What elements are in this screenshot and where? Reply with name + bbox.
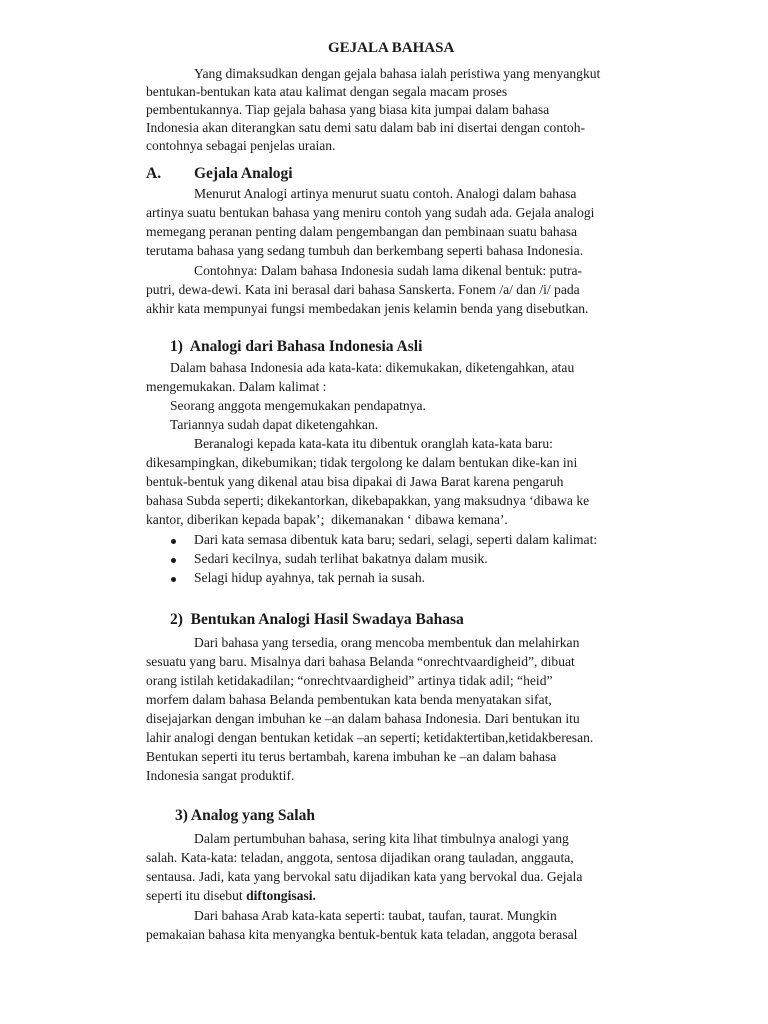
subsection-3-heading: 3) Analog yang Salah <box>175 807 315 824</box>
text-line: contohnya sebagai penjelas uraian. <box>146 138 336 153</box>
text-line: pembentukannya. Tiap gejala bahasa yang biasa kita jumpai dalam bahasa <box>146 102 550 117</box>
text-line: akhir kata mempunyai fungsi membedakan jenis kelamin benda yang disebutkan. <box>146 301 589 316</box>
text-line: Indonesia akan diterangkan satu demi satu dalam bab ini disertai dengan contoh- <box>146 120 586 135</box>
text-line: Dari bahasa yang tersedia, orang mencoba membentuk dan melahirkan <box>194 635 580 650</box>
text-line: Tariannya sudah dapat diketengahkan. <box>170 417 379 432</box>
subsection-1-heading: 1) Analogi dari Bahasa Indonesia Asli <box>170 338 423 355</box>
text-line: Bentukan seperti itu terus bertambah, karena imbuhan ke –an dalam bahasa <box>146 749 557 764</box>
section-a-heading: Gejala Analogi <box>194 165 293 182</box>
text-line: orang istilah ketidakadilan; “onrechtvaardigheid” artinya tidak adil; “heid” <box>146 673 553 688</box>
text-line: lahir analogi dengan bentukan ketidak –an seperti; ketidaktertiban,ketidakberesan. <box>146 730 594 745</box>
text-line: morfem dalam bahasa Belanda pembentukan kata benda menyatakan sifat, <box>146 692 552 707</box>
text-line: bentuk-bentuk yang dikenal atau bisa dipakai di Jawa Barat karena pengaruh <box>146 474 564 489</box>
text-line: bahasa Subda seperti; dikekantorkan, dikebapakkan, yang maksudnya ‘dibawa ke <box>146 493 590 508</box>
text-line: Yang dimaksudkan dengan gejala bahasa ialah peristiwa yang menyangkut <box>194 66 601 81</box>
text-line <box>146 886 316 905</box>
text-line: salah. Kata-kata: teladan, anggota, sentosa dijadikan orang tauladan, anggauta, <box>146 850 574 865</box>
text-line: Dalam pertumbuhan bahasa, sering kita lihat timbulnya analogi yang <box>194 831 569 846</box>
text-line: Dalam bahasa Indonesia ada kata-kata: dikemukakan, diketengahkan, atau <box>170 360 575 375</box>
bullet-icon <box>171 577 176 582</box>
text-line: disejajarkan dengan imbuhan ke –an dalam bahasa Indonesia. Dari bentukan itu <box>146 711 580 726</box>
text-line: pemakaian bahasa kita menyangka bentuk-bentuk kata teladan, anggota berasal <box>146 927 578 942</box>
text-line: kantor, diberikan kepada bapak’; dikemanakan ‘ dibawa kemana’. <box>146 512 508 527</box>
text-line: memegang peranan penting dalam pengembangan dan pembinaan suatu bahasa <box>146 224 578 239</box>
text-line: putri, dewa-dewi. Kata ini berasal dari bahasa Sanskerta. Fonem /a/ dan /i/ pada <box>146 282 580 297</box>
list-item: Dari kata semasa dibentuk kata baru; sedari, selagi, seperti dalam kalimat: <box>194 532 598 547</box>
text-line: sentausa. Jadi, kata yang bervokal satu dijadikan kata yang bervokal dua. Gejala <box>146 869 583 884</box>
bullet-icon <box>171 558 176 563</box>
text-line: bentukan-bentukan kata atau kalimat dengan segala macam proses <box>146 84 508 99</box>
section-a-marker: A. <box>146 165 162 182</box>
text-line: terutama bahasa yang sedang tumbuh dan berkembang seperti bahasa Indonesia. <box>146 243 584 258</box>
text-line: mengemukakan. Dalam kalimat : <box>146 379 327 394</box>
subsection-2-heading: 2) Bentukan Analogi Hasil Swadaya Bahasa <box>170 611 464 628</box>
text-line: artinya suatu bentukan bahasa yang meniru contoh yang sudah ada. Gejala analogi <box>146 205 595 220</box>
bullet-icon <box>171 539 176 544</box>
text-line: sesuatu yang baru. Misalnya dari bahasa Belanda “onrechtvaardigheid”, dibuat <box>146 654 575 669</box>
text-line: Menurut Analogi artinya menurut suatu contoh. Analogi dalam bahasa <box>194 186 577 201</box>
text-line: Contohnya: Dalam bahasa Indonesia sudah lama dikenal bentuk: putra- <box>194 263 583 278</box>
bold-term: diftongisasi. <box>246 888 316 903</box>
text-span: seperti itu disebut <box>146 888 247 903</box>
text-line: Dari bahasa Arab kata-kata seperti: taubat, taufan, taurat. Mungkin <box>194 908 557 923</box>
text-line: Beranalogi kepada kata-kata itu dibentuk oranglah kata-kata baru: <box>194 436 553 451</box>
document-title: GEJALA BAHASA <box>328 40 455 56</box>
list-item: Sedari kecilnya, sudah terlihat bakatnya dalam musik. <box>194 551 488 566</box>
list-item: Selagi hidup ayahnya, tak pernah ia susah. <box>194 570 426 585</box>
text-line: Indonesia sangat produktif. <box>146 768 295 783</box>
text-line: dikesampingkan, dikebumikan; tidak tergolong ke dalam bentukan dike-kan ini <box>146 455 578 470</box>
text-line: Seorang anggota mengemukakan pendapatnya. <box>170 398 426 413</box>
